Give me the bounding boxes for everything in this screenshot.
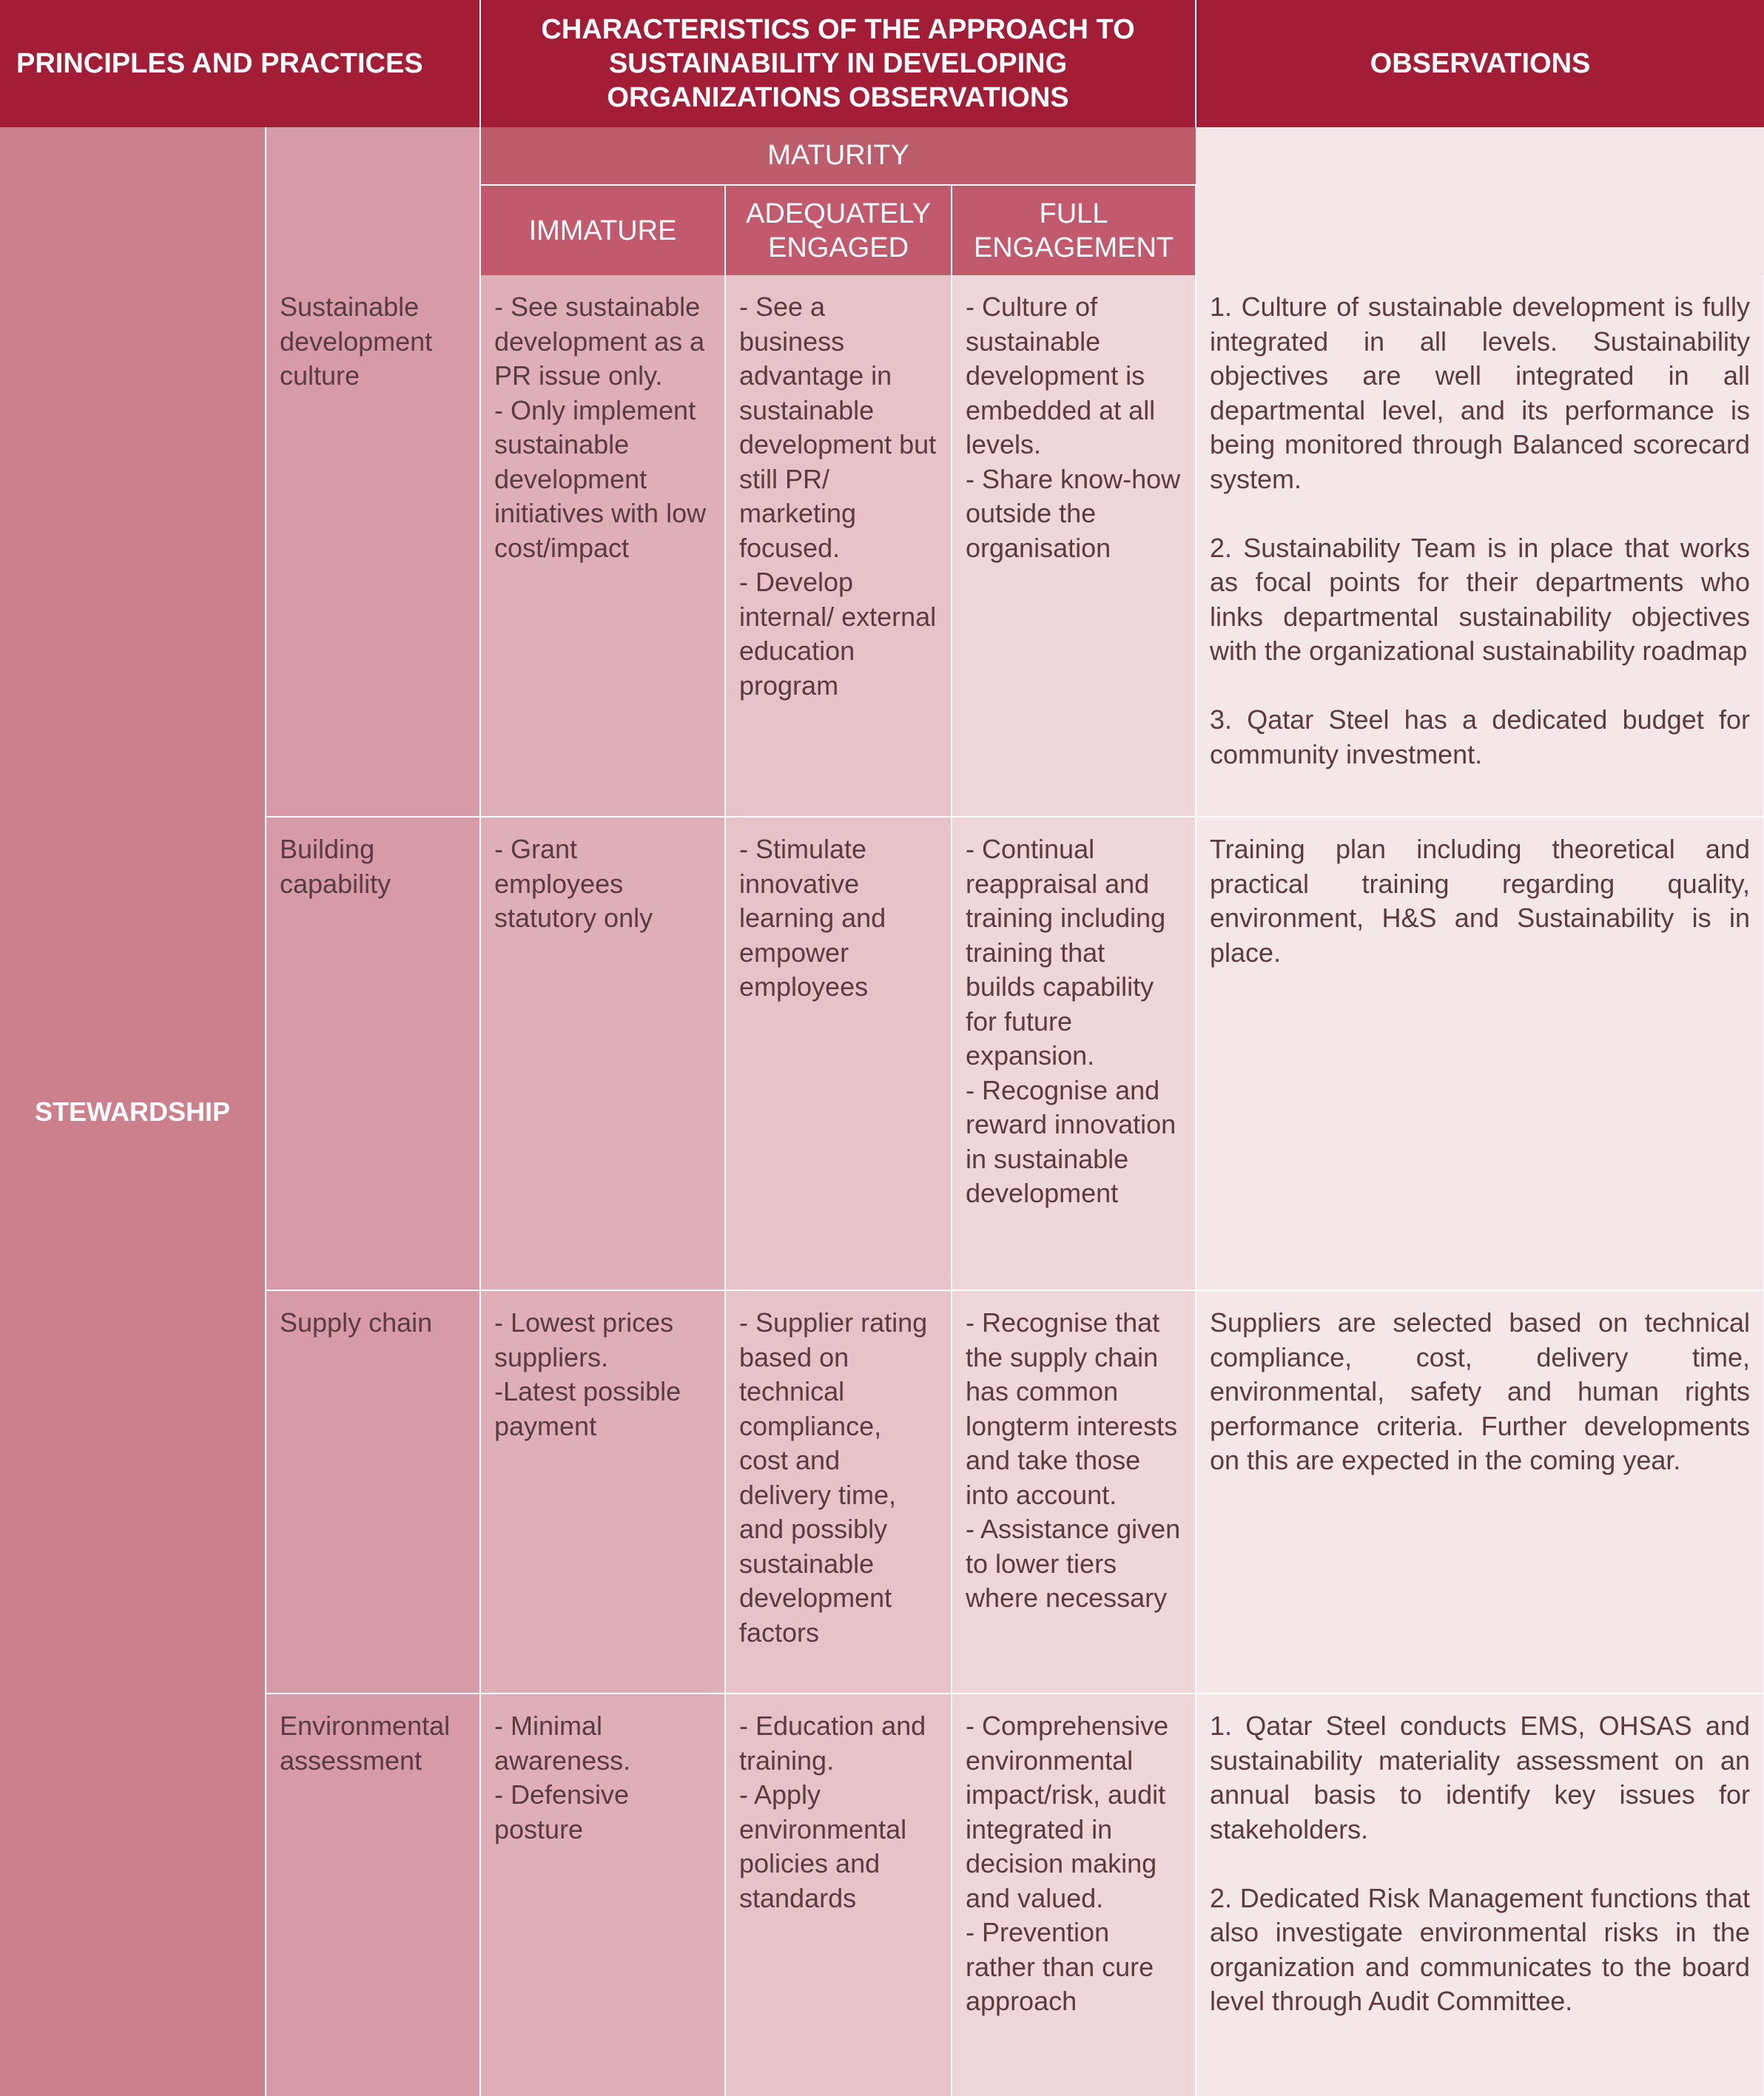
principle-stewardship: STEWARDSHIP bbox=[0, 127, 266, 2096]
level-adequately-engaged: ADEQUATELY ENGAGED bbox=[725, 185, 952, 275]
immature-cell: - Lowest prices suppliers. -Latest possible payment bbox=[480, 1290, 725, 1694]
maturity-row bbox=[0, 127, 1764, 185]
observations-header-blank bbox=[1196, 127, 1764, 275]
adequate-cell: - Stimulate innovative learning and empower employees bbox=[725, 817, 952, 1290]
observation-cell: Suppliers are selected based on technical compliance, cost, delivery time, environmental, safety and human rights performance criteria. Further developments on this are expected in the coming year. bbox=[1196, 1290, 1764, 1694]
level-immature: IMMATURE bbox=[480, 185, 725, 275]
observation-cell: 1. Culture of sustainable development is fully integrated in all levels. Sustainability objectives are well integrated in all departmental level, and its performance is being monitored through Balanced scorecard system. 2. Sustainability Team is in place that works as focal points for their departments who links departmental sustainability objectives with the organizational sustainability roadmap 3. Qatar Steel has a dedicated budget for community investment. bbox=[1196, 275, 1764, 817]
adequate-cell: - Education and training. - Apply environmental policies and standards bbox=[725, 1694, 952, 2096]
practice-label: Building capability bbox=[266, 817, 480, 1290]
adequate-cell: - Supplier rating based on technical compliance, cost and delivery time, and possibly sustainable development factors bbox=[725, 1290, 952, 1694]
immature-cell: - Minimal awareness. - Defensive posture bbox=[480, 1694, 725, 2096]
practice-label: Supply chain bbox=[266, 1290, 480, 1694]
full-engagement-cell: - Comprehensive environmental impact/risk, audit integrated in decision making and valued. - Prevention rather than cure approach bbox=[952, 1694, 1196, 2096]
header-row bbox=[0, 0, 1764, 127]
observation-cell: Training plan including theoretical and practical training regarding quality, environment, H&S and Sustainability is in place. bbox=[1196, 817, 1764, 1290]
adequate-cell: - See a business advantage in sustainable development but still PR/ marketing focused. - Develop internal/ external education program bbox=[725, 275, 952, 817]
full-engagement-cell: - Culture of sustainable development is embedded at all levels. - Share know-how outside the organisation bbox=[952, 275, 1196, 817]
observation-cell: 1. Qatar Steel conducts EMS, OHSAS and sustainability materiality assessment on an annual basis to identify key issues for stakeholders. 2. Dedicated Risk Management functions that also investigate environmental risks in the organization and communicates to the board level through Audit Committee. bbox=[1196, 1694, 1764, 2096]
full-engagement-cell: - Continual reappraisal and training including training that builds capability for future expansion. - Recognise and reward innovation in sustainable development bbox=[952, 817, 1196, 1290]
principles-header: PRINCIPLES AND PRACTICES bbox=[0, 0, 480, 127]
observations-header: OBSERVATIONS bbox=[1196, 0, 1764, 127]
immature-cell: - Grant employees statutory only bbox=[480, 817, 725, 1290]
maturity-header: MATURITY bbox=[480, 127, 1196, 185]
immature-cell: - See sustainable development as a PR issue only. - Only implement sustainable development initiatives with low cost/impact bbox=[480, 275, 725, 817]
practice-header-blank bbox=[266, 127, 480, 275]
full-engagement-cell: - Recognise that the supply chain has common longterm interests and take those into account. - Assistance given to lower tiers where necessary bbox=[952, 1290, 1196, 1694]
level-full-engagement: FULL ENGAGEMENT bbox=[952, 185, 1196, 275]
practice-label: Environmental assessment bbox=[266, 1694, 480, 2096]
practice-label: Sustainable development culture bbox=[266, 275, 480, 817]
characteristics-header: CHARACTERISTICS OF THE APPROACH TO SUSTAINABILITY IN DEVELOPING ORGANIZATIONS OBSERVATIONS bbox=[480, 0, 1196, 127]
